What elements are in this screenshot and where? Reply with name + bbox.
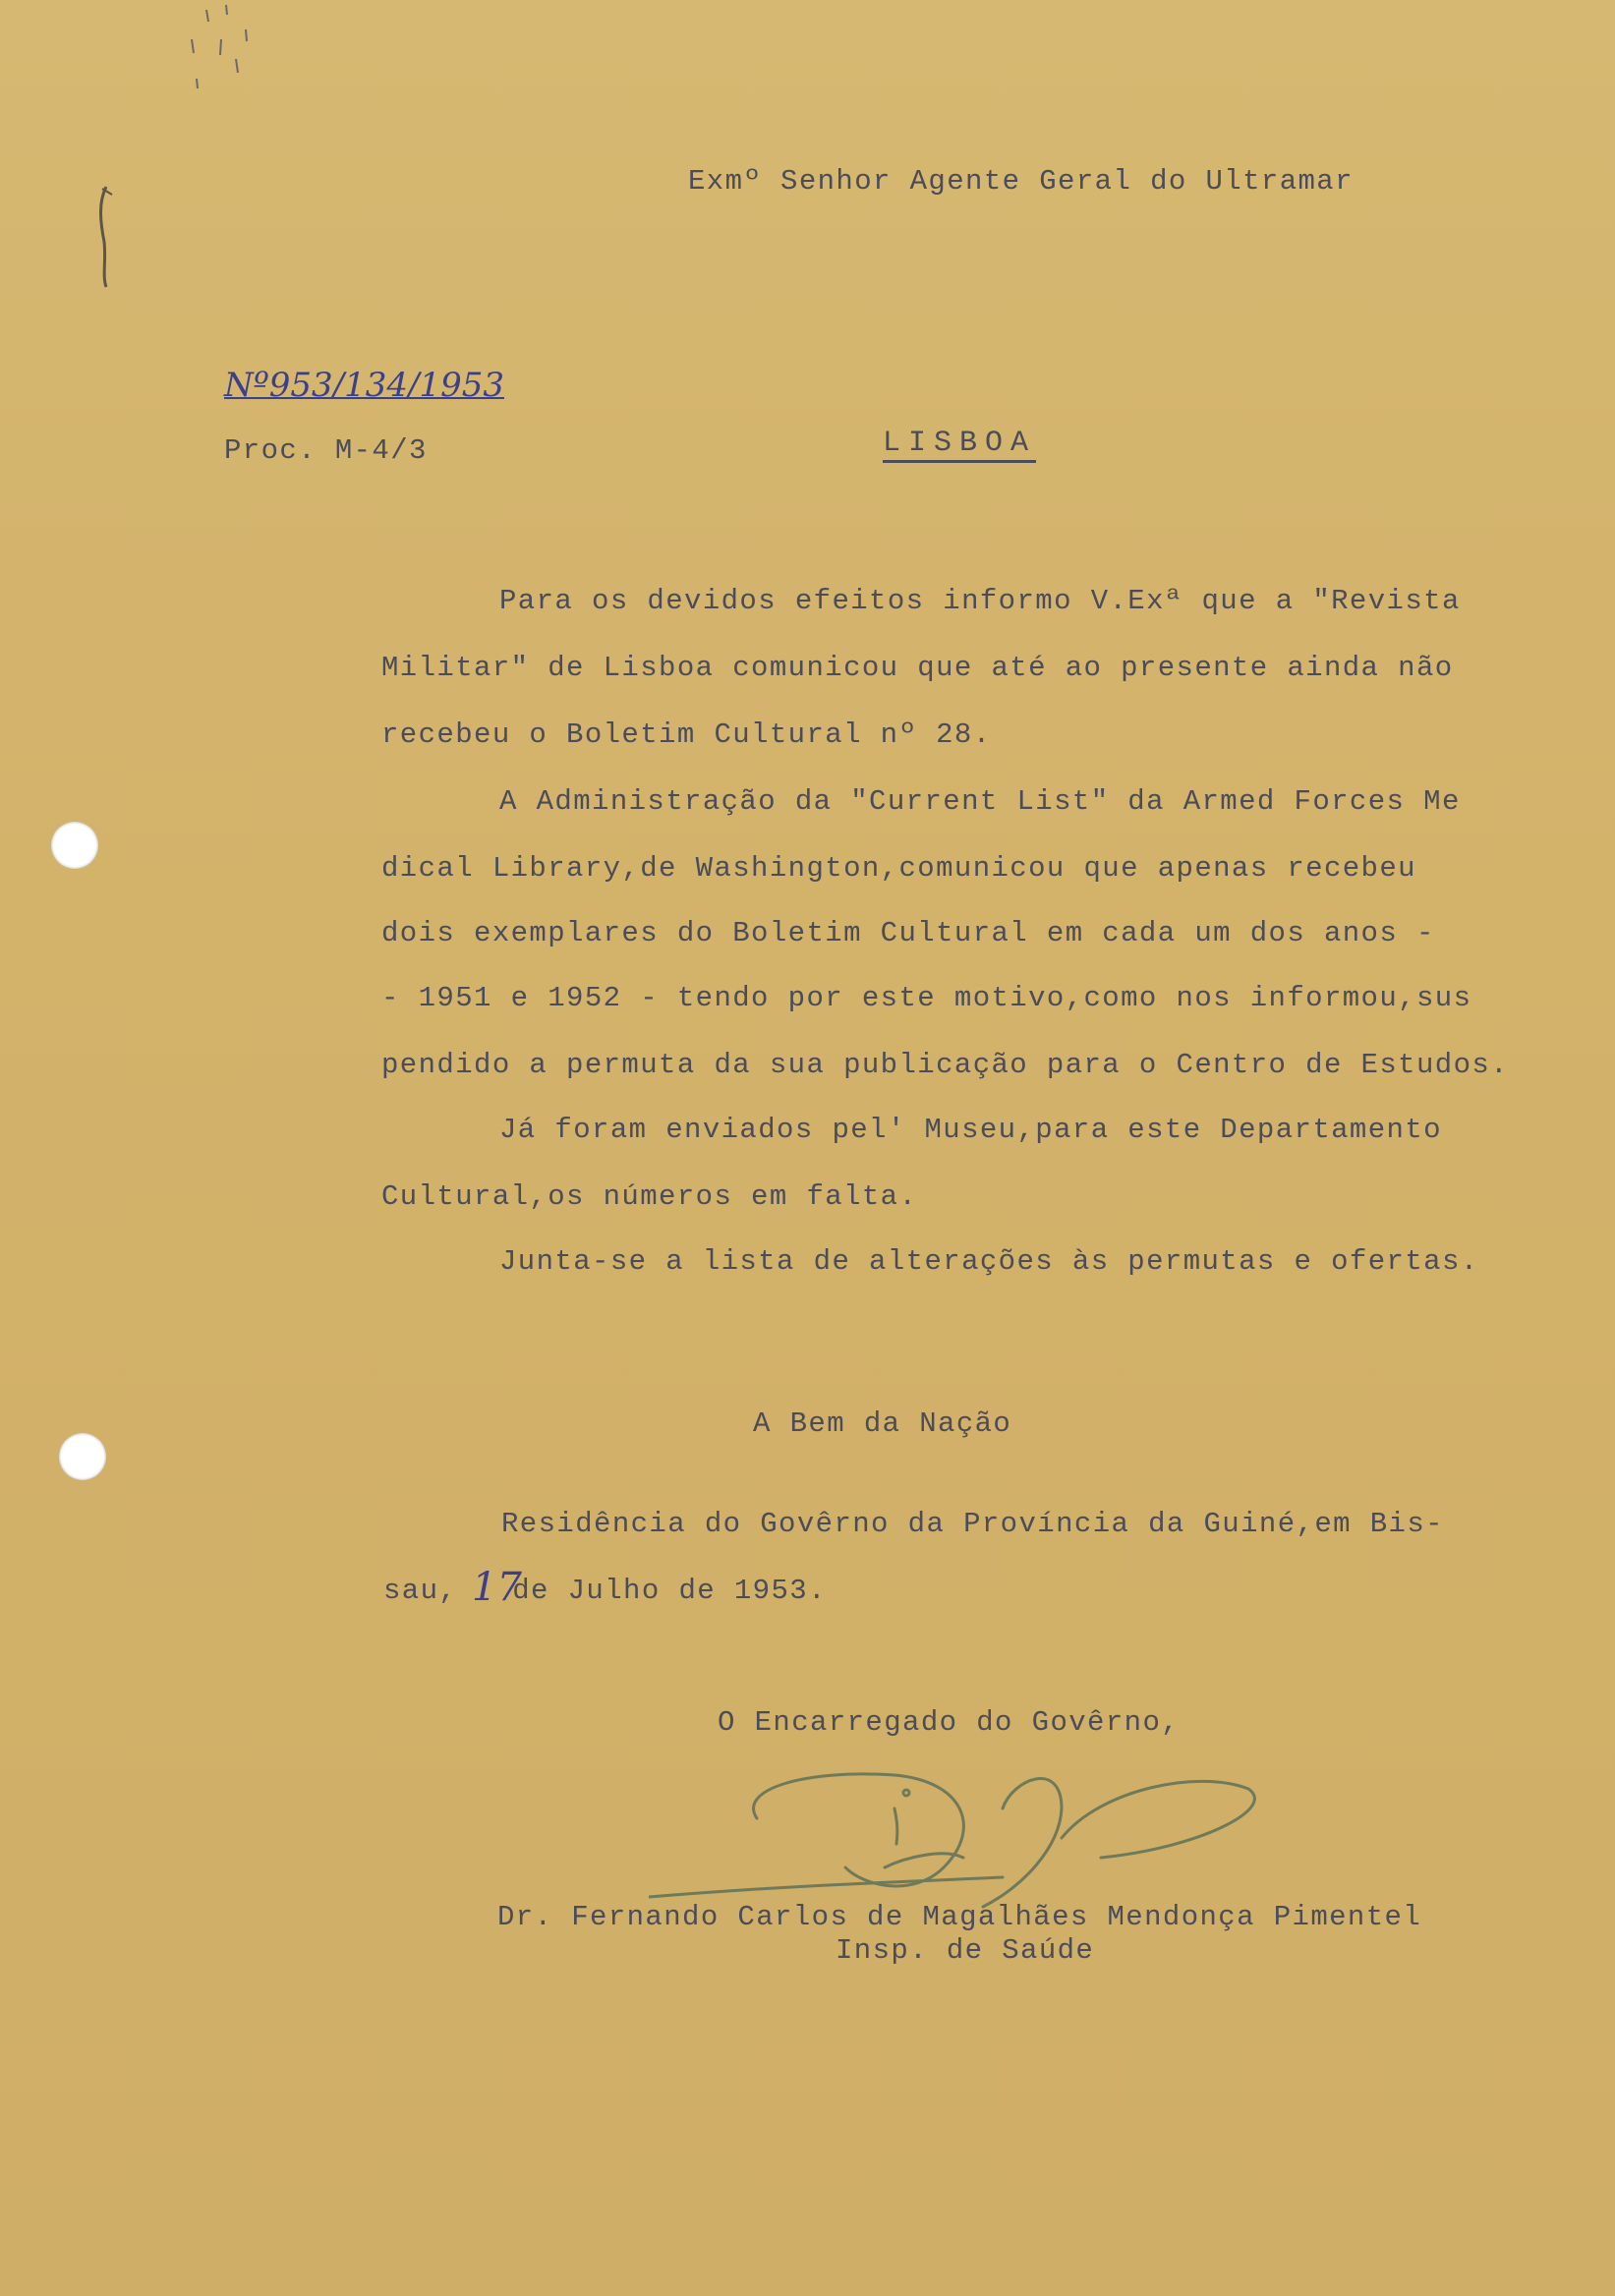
punch-hole-bottom: [59, 1433, 106, 1480]
place-line-2-suffix: de Julho de 1953.: [512, 1575, 827, 1607]
handwritten-day: 17: [472, 1565, 522, 1610]
place-line-1: Residência do Govêrno da Província da Guiné,em Bis-: [501, 1508, 1444, 1540]
process-number: Proc. M-4/3: [224, 434, 428, 467]
place-line-2-prefix: sau,: [383, 1575, 458, 1607]
body-line: Para os devidos efeitos informo V.Exª que a "Revista: [499, 585, 1461, 617]
punch-hole-top: [51, 822, 98, 869]
handwritten-signature: [649, 1750, 1278, 1917]
addressee: Exmº Senhor Agente Geral do Ultramar: [688, 165, 1354, 198]
body-line: Cultural,os números em falta.: [381, 1180, 918, 1213]
signatory-name: Dr. Fernando Carlos de Magalhães Mendonça Pimentel: [497, 1901, 1422, 1933]
top-margin-marks: [167, 0, 265, 108]
place-line-2: [383, 1575, 827, 1607]
destination-city: LISBOA: [883, 427, 1037, 460]
closing-salutation: A Bem da Nação: [753, 1407, 1012, 1440]
staple-mark: [90, 183, 120, 291]
signatory-role: O Encarregado do Govêrno,: [718, 1706, 1181, 1739]
signatory-title: Insp. de Saúde: [836, 1934, 1095, 1967]
body-line: Já foram enviados pel' Museu,para este Departamento: [499, 1114, 1442, 1146]
reference-number: Nº953/134/1953: [224, 366, 504, 405]
body-line: dois exemplares do Boletim Cultural em cada um dos anos -: [381, 917, 1435, 949]
body-line: pendido a permuta da sua publicação para o Centro de Estudos.: [381, 1049, 1509, 1081]
body-line: - 1951 e 1952 - tendo por este motivo,como nos informou,sus: [381, 982, 1472, 1014]
body-line: A Administração da "Current List" da Armed Forces Me: [499, 785, 1461, 818]
body-line: Junta-se a lista de alterações às permutas e ofertas.: [499, 1245, 1479, 1278]
body-line: Militar" de Lisboa comunicou que até ao presente ainda não: [381, 652, 1454, 684]
body-line: dical Library,de Washington,comunicou que apenas recebeu: [381, 852, 1416, 885]
body-line: recebeu o Boletim Cultural nº 28.: [381, 718, 992, 751]
